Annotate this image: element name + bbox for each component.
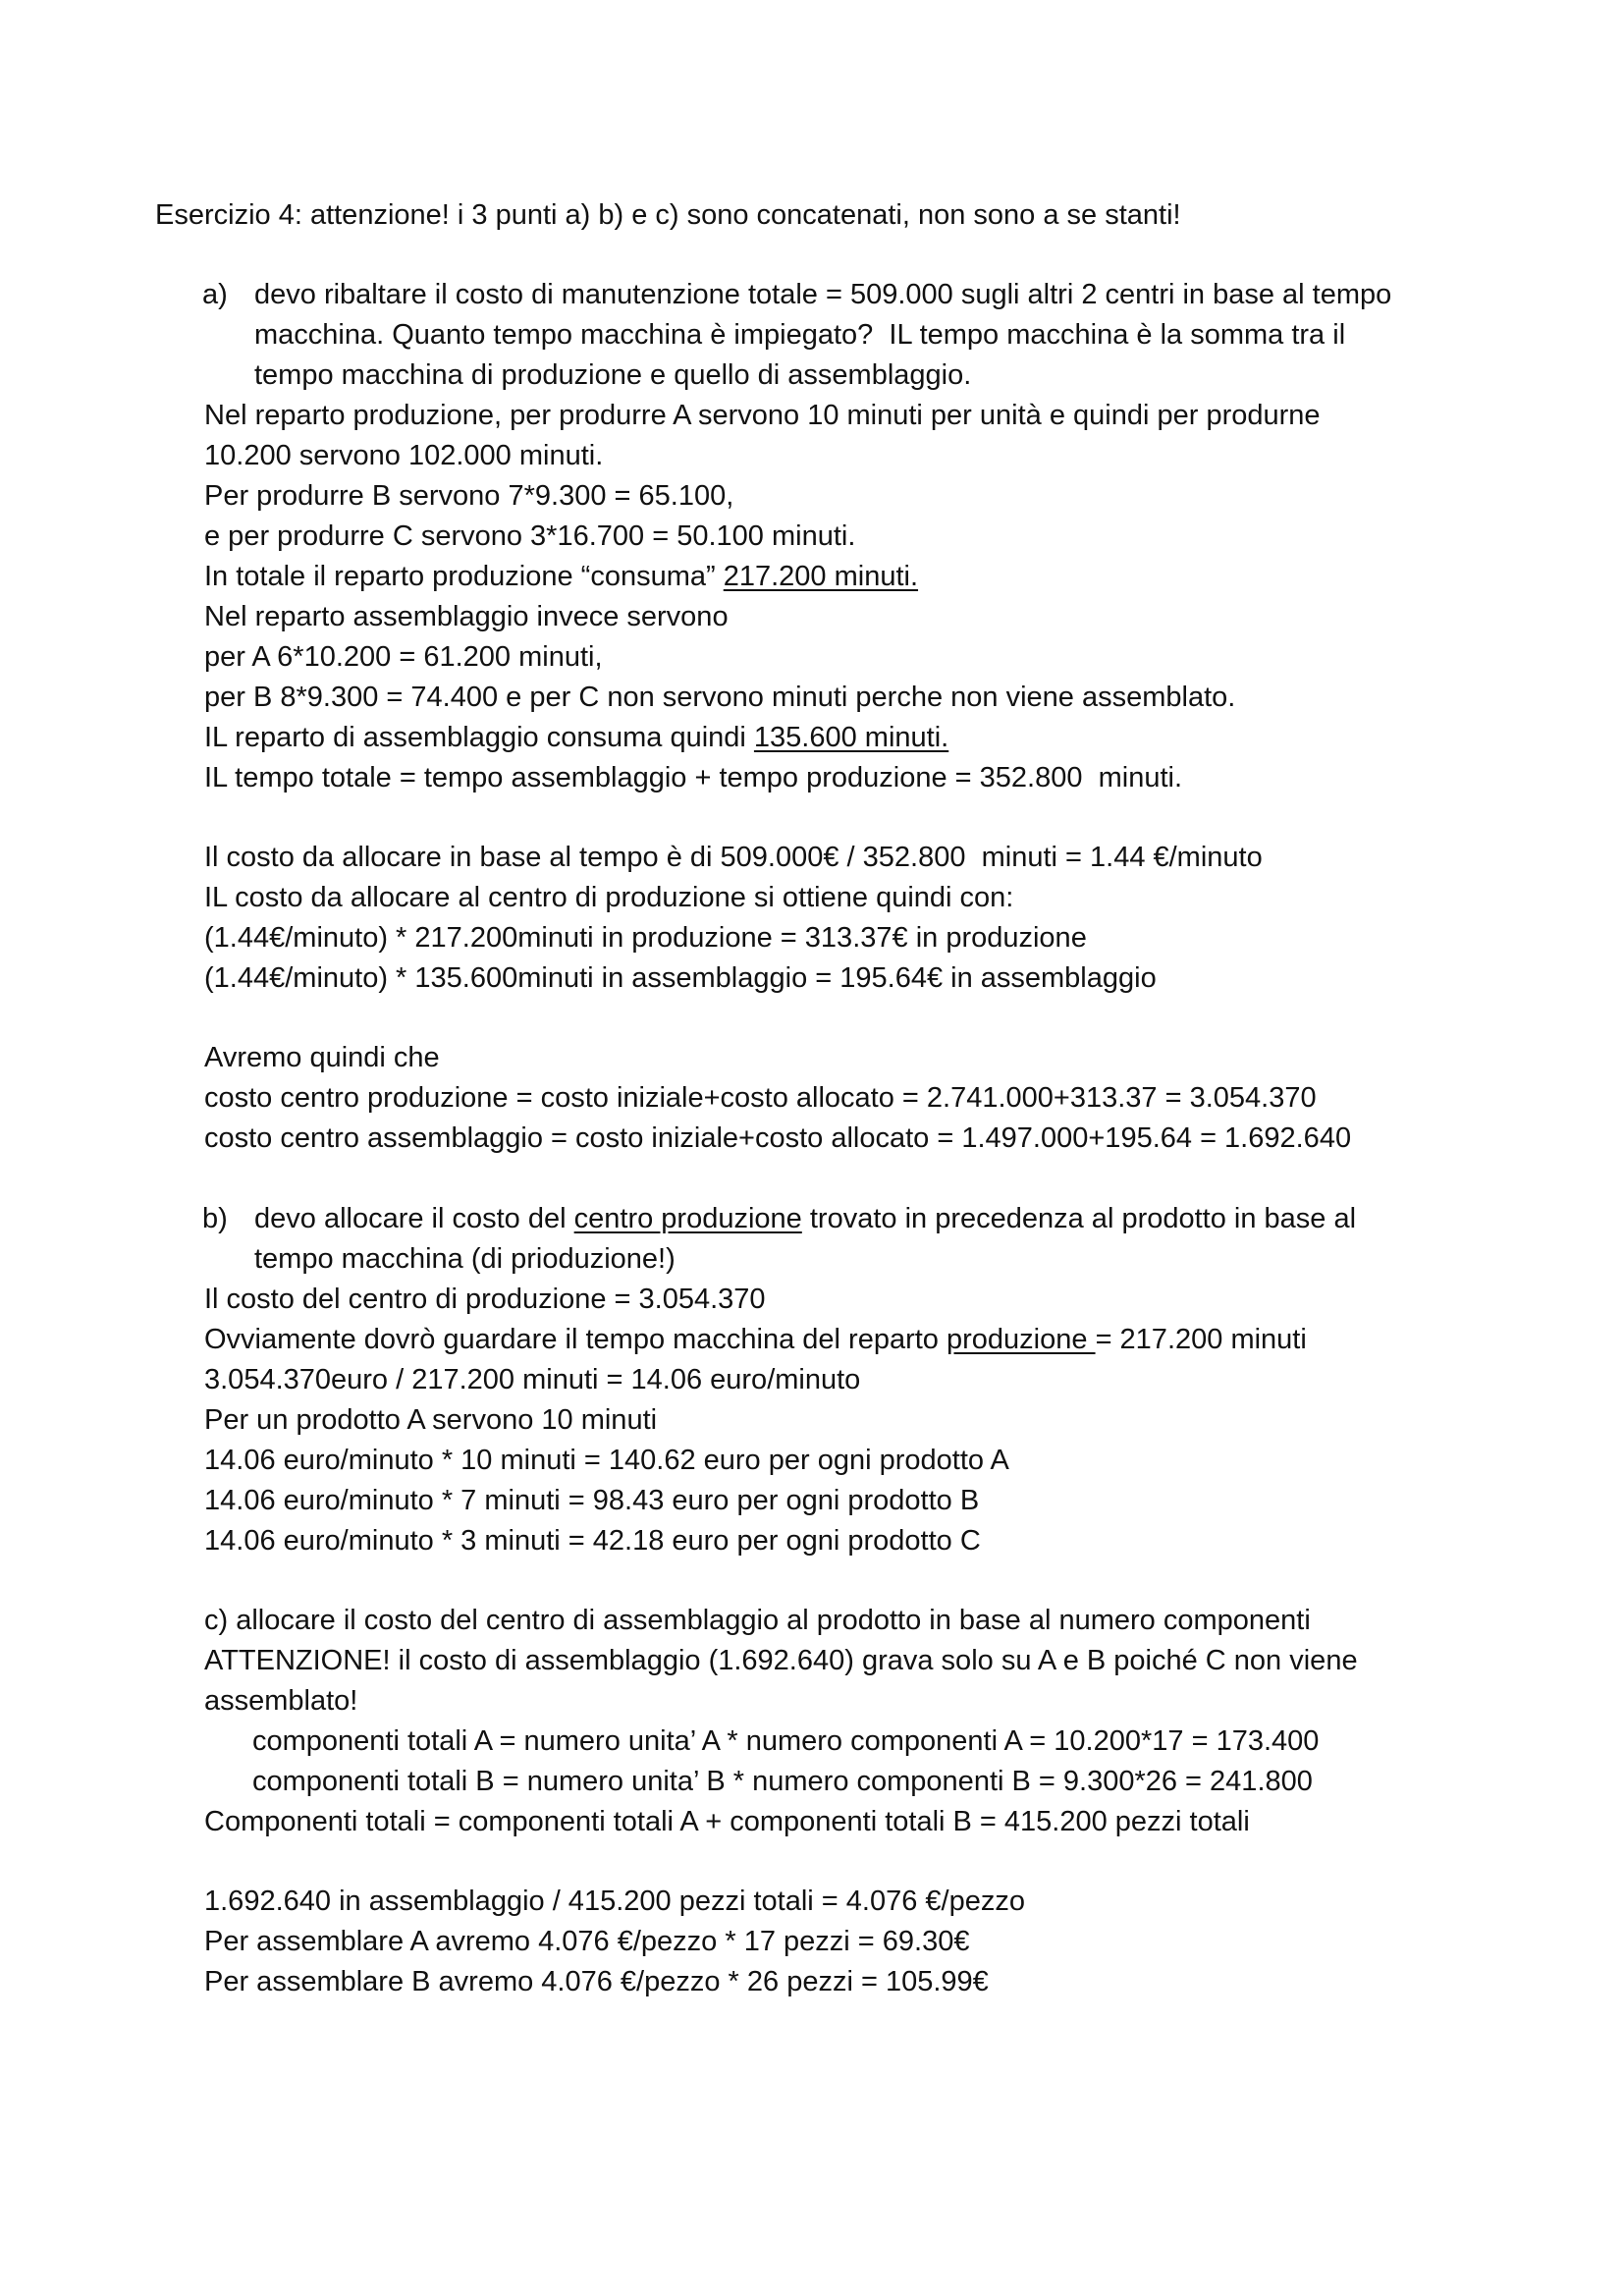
total-production-value: 217.200 minuti. [723,561,919,592]
production-time-prefix: Ovviamente dovrò guardare il tempo macchina del reparto [204,1324,947,1355]
part-a-intro-line: macchina. Quanto tempo macchina è impiegato? IL tempo macchina è la somma tra il [254,319,1346,351]
text-line: Per un prodotto A servono 10 minuti [204,1404,658,1436]
result-line: costo centro assemblaggio = costo iniziale+costo allocato = 1.497.000+195.64 = 1.692.640 [204,1122,1352,1154]
text-line: Il costo del centro di produzione = 3.054.370 [204,1284,766,1315]
allocation-line: IL costo da allocare al centro di produzione si ottiene quindi con: [204,882,1014,913]
part-b-marker: b) [202,1203,228,1234]
part-c-line: c) allocare il costo del centro di assemblaggio al prodotto in base al numero componenti [204,1605,1311,1636]
part-c-line: ATTENZIONE! il costo di assemblaggio (1.692.640) grava solo su A e B poiché C non viene [204,1645,1358,1676]
total-assembly-line [204,718,948,757]
components-line: componenti totali A = numero unita’ A * numero componenti A = 10.200*17 = 173.400 [252,1725,1320,1757]
part-a-intro-line: tempo macchina di produzione e quello di assemblaggio. [254,359,972,391]
total-time-line: IL tempo totale = tempo assemblaggio + tempo produzione = 352.800 minuti. [204,762,1183,793]
text-line: 14.06 euro/minuto * 7 minuti = 98.43 euro per ogni prodotto B [204,1485,980,1516]
production-time-underlined: produzione [947,1324,1096,1355]
allocation-line: (1.44€/minuto) * 135.600minuti in assemblaggio = 195.64€ in assemblaggio [204,962,1157,994]
text-line: Nel reparto produzione, per produrre A servono 10 minuti per unità e quindi per produrne [204,400,1321,431]
total-production-line [204,557,918,596]
text-line: Per produrre B servono 7*9.300 = 65.100, [204,480,734,512]
allocation-line: Il costo da allocare in base al tempo è di 509.000€ / 352.800 minuti = 1.44 €/minuto [204,842,1263,873]
text-line: 14.06 euro/minuto * 10 minuti = 140.62 euro per ogni prodotto A [204,1445,1009,1476]
part-c-line: assemblato! [204,1685,358,1717]
production-time-line [204,1320,1307,1359]
part-b-intro-prefix: devo allocare il costo del [254,1203,574,1234]
part-b-intro-underlined: centro produzione [573,1203,802,1234]
text-line: Nel reparto assemblaggio invece servono [204,601,729,632]
production-time-suffix: = 217.200 minuti [1095,1324,1307,1355]
final-line: Per assemblare B avremo 4.076 €/pezzo * 26 pezzi = 105.99€ [204,1966,989,1997]
text-line: per A 6*10.200 = 61.200 minuti, [204,641,603,673]
result-line: Avremo quindi che [204,1042,440,1073]
total-assembly-label: IL reparto di assemblaggio consuma quindi [204,722,754,753]
final-line: Per assemblare A avremo 4.076 €/pezzo * 17 pezzi = 69.30€ [204,1926,970,1957]
final-line: 1.692.640 in assemblaggio / 415.200 pezzi totali = 4.076 €/pezzo [204,1886,1025,1917]
total-assembly-value: 135.600 minuti. [753,722,949,753]
text-line: e per produrre C servono 3*16.700 = 50.100 minuti. [204,520,856,552]
part-a-intro-line: devo ribaltare il costo di manutenzione totale = 509.000 sugli altri 2 centri in base al tempo [254,279,1392,310]
text-line: 3.054.370euro / 217.200 minuti = 14.06 euro/minuto [204,1364,861,1395]
total-components-line: Componenti totali = componenti totali A + componenti totali B = 415.200 pezzi totali [204,1806,1250,1837]
text-line: 14.06 euro/minuto * 3 minuti = 42.18 euro per ogni prodotto C [204,1525,981,1557]
part-b-intro-line: tempo macchina (di prioduzione!) [254,1243,676,1275]
text-line: 10.200 servono 102.000 minuti. [204,440,604,471]
part-a-marker: a) [202,279,228,310]
result-line: costo centro produzione = costo iniziale+costo allocato = 2.741.000+313.37 = 3.054.370 [204,1082,1317,1114]
text-line: per B 8*9.300 = 74.400 e per C non servono minuti perche non viene assemblato. [204,682,1236,713]
components-line: componenti totali B = numero unita’ B * numero componenti B = 9.300*26 = 241.800 [252,1766,1313,1797]
part-b-intro-line [254,1199,1356,1238]
part-b-intro-suffix: trovato in precedenza al prodotto in base al [801,1203,1357,1234]
allocation-line: (1.44€/minuto) * 217.200minuti in produzione = 313.37€ in produzione [204,922,1087,954]
total-production-label: In totale il reparto produzione “consuma” [204,561,724,592]
exercise-title: Esercizio 4: attenzione! i 3 punti a) b) e c) sono concatenati, non sono a se stanti! [155,199,1181,231]
